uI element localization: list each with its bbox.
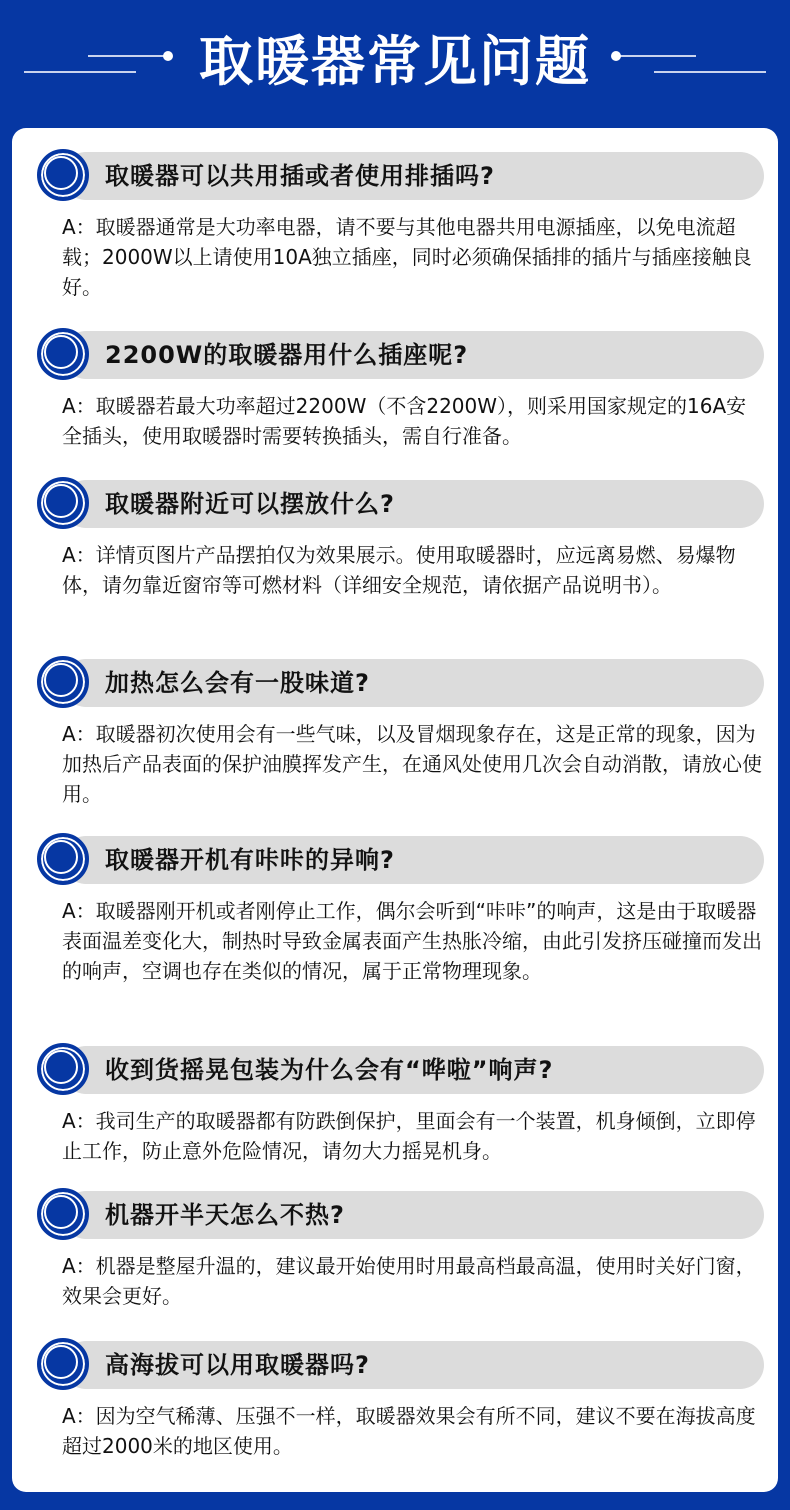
answer: A：因为空气稀薄、压强不一样，取暖器效果会有所不同，建议不要在海拔高度超过2000米的地区使用。 [62, 1404, 756, 1458]
circle-bullet-icon [37, 1338, 89, 1390]
circle-bullet-icon [37, 656, 89, 708]
question: 高海拔可以用取暖器吗? [105, 1351, 370, 1379]
circle-bullet-icon [37, 1043, 89, 1095]
question: 加热怎么会有一股味道? [105, 669, 370, 697]
answer: A：取暖器若最大功率超过2200W（不含2200W），则采用国家规定的16A安全插头，使用取暖器时需要转换插头，需自行准备。 [62, 394, 747, 448]
page-title: 取暖器常见问题 [199, 30, 591, 93]
circle-bullet-icon [37, 149, 89, 201]
question: 取暖器附近可以摆放什么? [105, 490, 395, 518]
question: 取暖器可以共用插或者使用排插吗? [105, 162, 495, 190]
answer: A：取暖器通常是大功率电器，请不要与其他电器共用电源插座，以免电流超载；2000W以上请使用10A独立插座，同时必须确保插排的插片与插座接触良好。 [62, 215, 752, 299]
question: 机器开半天怎么不热? [105, 1201, 345, 1229]
circle-bullet-icon [37, 328, 89, 380]
question: 收到货摇晃包装为什么会有“哗啦”响声? [105, 1056, 554, 1084]
question: 取暖器开机有咔咔的异响? [105, 846, 395, 874]
answer: A：机器是整屋升温的，建议最开始使用时用最高档最高温，使用时关好门窗，效果会更好。 [62, 1254, 756, 1308]
question: 2200W的取暖器用什么插座呢? [105, 341, 469, 369]
circle-bullet-icon [37, 477, 89, 529]
answer: A：取暖器初次使用会有一些气味，以及冒烟现象存在，这是正常的现象，因为加热后产品表面的保护油膜挥发产生，在通风处使用几次会自动消散，请放心使用。 [62, 722, 762, 806]
circle-bullet-icon [37, 833, 89, 885]
answer: A：取暖器刚开机或者刚停止工作，偶尔会听到“咔咔”的响声，这是由于取暖器表面温差变化大，制热时导致金属表面产生热胀冷缩，由此引发挤压碰撞而发出的响声，空调也存在类似的情况，属于正常物理现象。 [62, 899, 762, 983]
circle-bullet-icon [37, 1188, 89, 1240]
answer: A：我司生产的取暖器都有防跌倒保护，里面会有一个装置，机身倾倒，立即停止工作，防止意外危险情况，请勿大力摇晃机身。 [62, 1109, 756, 1163]
answer: A：详情页图片产品摆拍仅为效果展示。使用取暖器时，应远离易燃、易爆物体，请勿靠近窗帘等可燃材料（详细安全规范，请依据产品说明书）。 [62, 543, 736, 597]
